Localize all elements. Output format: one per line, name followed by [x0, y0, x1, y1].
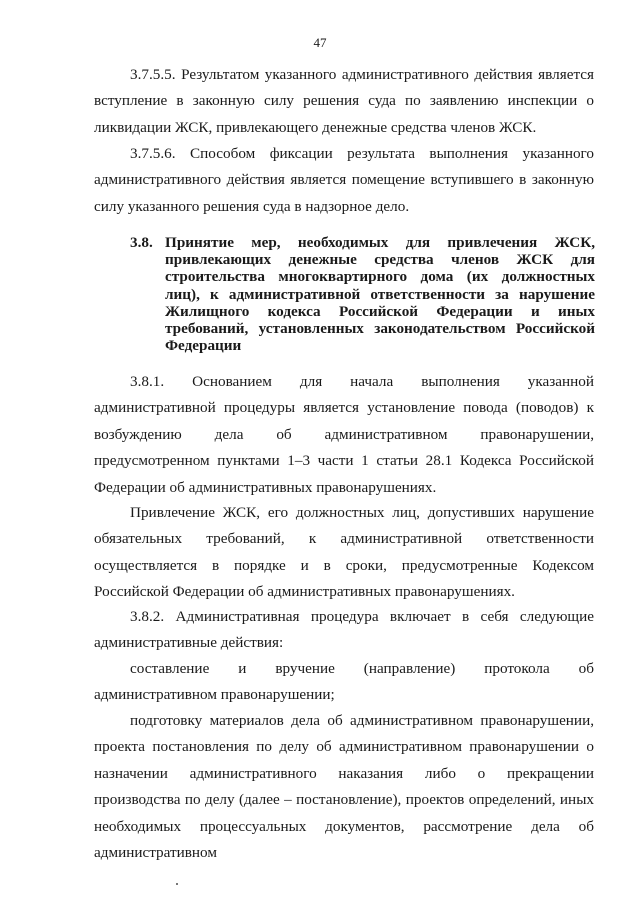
paragraph-3-7-5-6: 3.7.5.6. Способом фиксации результата выполнения указанного административного действия является помещение вступившего в законную силу указанного решения суда в надзорное дело. [94, 145, 594, 215]
section-heading-number: 3.8. [130, 234, 153, 251]
scan-speck [176, 883, 178, 885]
list-item-materials: подготовку материалов дела об административном правонарушении, проекта постановления по делу об административном правонарушении о назначении административного наказания либо о прекращении производства по делу (далее – постановление), проектов определений, иных необходимых процессуальных документов, рассмотрение дела об административном [94, 712, 594, 862]
list-item-protocol: составление и вручение (направление) протокола об административном правонарушении; [94, 660, 594, 704]
section-heading-title: Принятие мер, необходимых для привлечения ЖСК, привлекающих денежные средства членов ЖСК для строительства многоквартирного дома (их должностных лиц), к административной ответственности за нарушение Жилищного кодекса Российской Федерации и иных требований, установленных законодательством Российской Федерации [165, 234, 595, 355]
paragraph-3-7-5-5: 3.7.5.5. Результатом указанного административного действия является вступление в законную силу решения суда по заявлению инспекции о ликвидации ЖСК, привлекающего денежные средства членов ЖСК. [94, 66, 594, 136]
page-number: 47 [313, 35, 327, 50]
paragraph-3-8-1: 3.8.1. Основанием для начала выполнения указанной административной процедуры является установление повода (поводов) к возбуждению дела об административном правонарушении, предусмотренном пунктами 1–3 части 1 статьи 28.1 Кодекса Российской Федерации об административных правонарушениях. [94, 373, 594, 496]
paragraph-liability: Привлечение ЖСК, его должностных лиц, допустивших нарушение обязательных требований, к административной ответственности осуществляется в порядке и в сроки, предусмотренные Кодексом Российской Федерации об административных правонарушениях. [94, 504, 594, 601]
section-heading-3-8 [130, 234, 595, 354]
paragraph-3-8-2: 3.8.2. Административная процедура включает в себя следующие административные действия: [94, 608, 594, 652]
